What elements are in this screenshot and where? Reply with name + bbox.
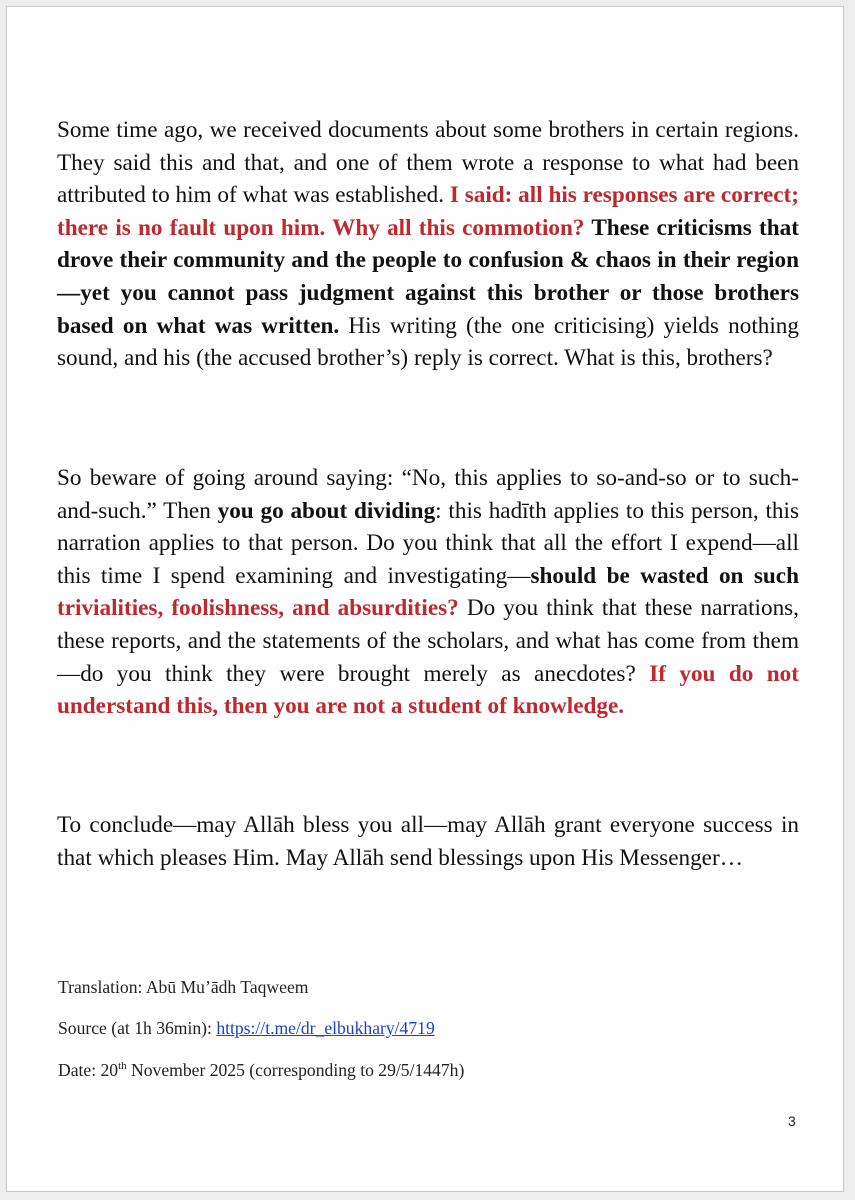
text-segment: you go about dividing (217, 497, 436, 524)
text-segment: Some time ago, we received documents about some brothers in certain regions. They said this and that, and one of them wrote a response to what had been attributed to him of what was established. (57, 117, 799, 209)
text-segment: If you do not understand this, then you are not a student of knowledge. (57, 660, 800, 720)
text-segment: should be wasted on such (530, 562, 799, 589)
paragraph-1 (57, 114, 799, 375)
source-link[interactable]: https://t.me/dr_elbukhary/4719 (216, 1018, 435, 1038)
date-ordinal: th (118, 1060, 127, 1073)
date-prefix: Date: 20 (58, 1060, 119, 1080)
text-segment: I said: all his responses are correct; there is no fault upon him. Why all this commotion? (57, 182, 799, 241)
text-segment: To conclude—may Allāh bless you all—may Allāh grant everyone success in that which pleases Him. May Allāh send blessings upon His Messenger… (57, 812, 799, 871)
text-segment: So beware of going around saying: “No, this applies to so-and-so or to such-and-such.” Then (57, 465, 799, 524)
paragraph-2 (57, 462, 799, 723)
text-segment: His writing (the one criticising) yields nothing sound, and his (the accused brother’s) reply is correct. What is this, brothers? (57, 312, 799, 372)
page-number: 3 (788, 1113, 796, 1129)
text-segment: Do you think that these narrations, these reports, and the statements of the scholars, and what has come from them—do you think they were brought merely as anecdotes? (57, 595, 799, 687)
date-line (58, 1060, 464, 1081)
paragraph-3 (57, 809, 799, 874)
text-segment: : this hadīth applies to this person, this narration applies to that person. Do you think that all the effort I expend—all this time I spend examining and investigating— (57, 497, 799, 589)
document-page (6, 6, 844, 1192)
text-segment: These criticisms that drove their community and the people to confusion & chaos in their region—yet you cannot pass judgment against this brother or those brothers based on what was written. (57, 214, 799, 339)
date-rest: November 2025 (corresponding to 29/5/1447h) (126, 1060, 465, 1080)
translation-credit: Translation: Abū Mu’ādh Taqweem (58, 977, 309, 997)
text-segment: trivialities, foolishness, and absurdities? (57, 595, 459, 622)
source-line (58, 1018, 435, 1039)
source-label: Source (at 1h 36min): (58, 1018, 217, 1038)
